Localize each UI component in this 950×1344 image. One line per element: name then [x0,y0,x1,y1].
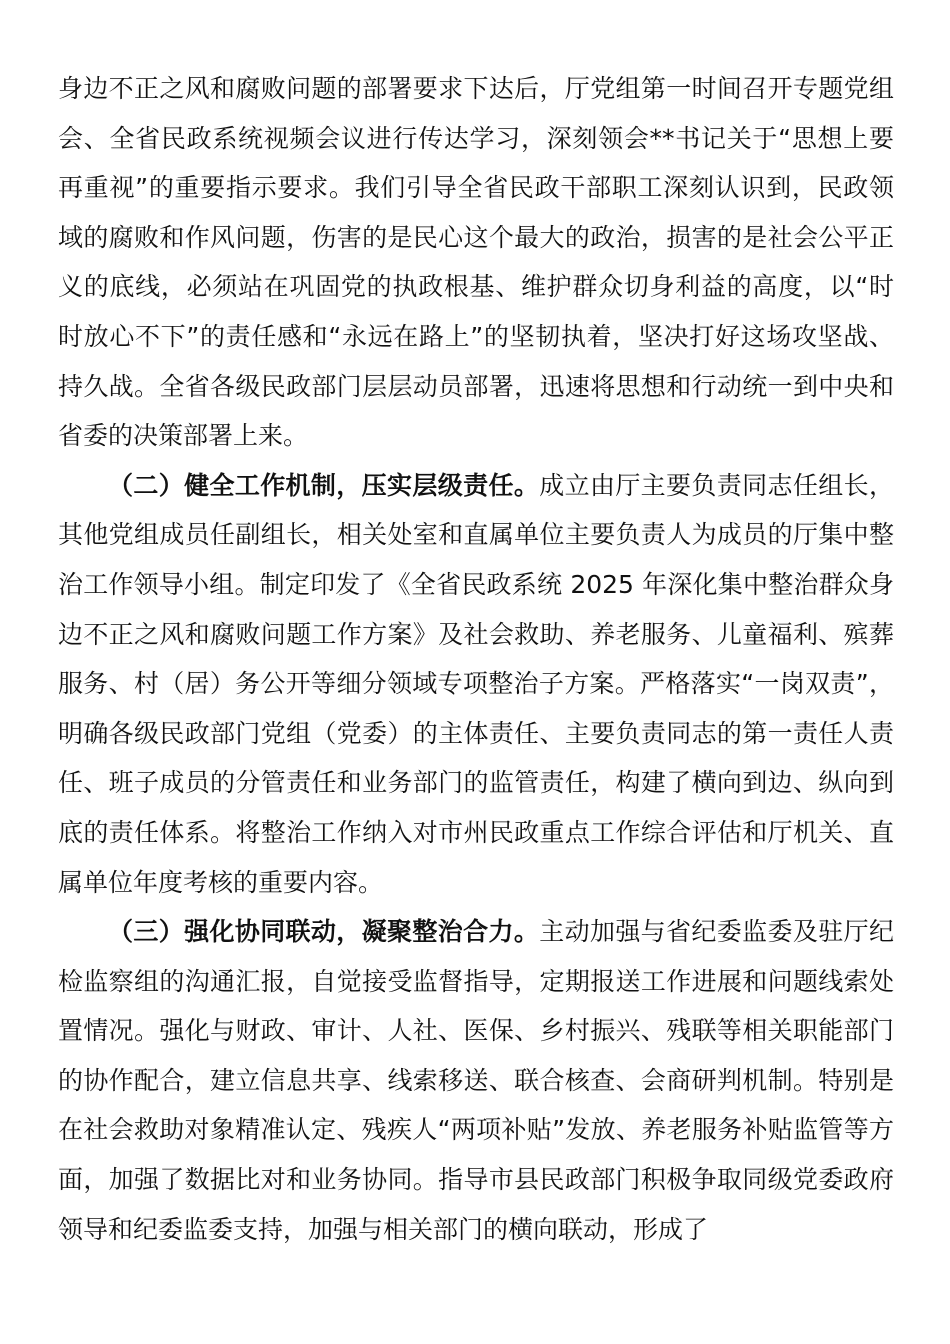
paragraph-text: 主动加强与省纪委监委及驻厅纪检监察组的沟通汇报，自觉接受监督指导，定期报送工作进展和问题线索处置情况。强化与财政、审计、人社、医保、乡村振兴、残联等相关职能部门的协作配合，建立信息共享、线索移送、联合核查、会商研判机制。特别是在社会救助对象精准认定、残疾人“两项补贴”发放、养老服务补贴监管等方面，加强了数据比对和业务协同。指导市县民政部门积极争取同级党委政府领导和纪委监委支持，加强与相关部门的横向联动，形成了 [58,917,894,1244]
paragraph-section-3 [58,907,894,1254]
section-heading: （二）健全工作机制，压实层级责任。 [108,470,540,500]
paragraph-text: 身边不正之风和腐败问题的部署要求下达后，厅党组第一时间召开专题党组会、全省民政系统视频会议进行传达学习，深刻领会**书记关于“思想上要再重视”的重要指示要求。我们引导全省民政干部职工深刻认识到，民政领域的腐败和作风问题，伤害的是民心这个最大的政治，损害的是社会公平正义的底线，必须站在巩固党的执政根基、维护群众切身利益的高度，以“时时放心不下”的责任感和“永远在路上”的坚韧执着，坚决打好这场攻坚战、持久战。全省各级民政部门层层动员部署，迅速将思想和行动统一到中央和省委的决策部署上来。 [58,74,894,451]
section-heading: （三）强化协同联动，凝聚整治合力。 [108,917,540,947]
paragraph-text: 成立由厅主要负责同志任组长，其他党组成员任副组长，相关处室和直属单位主要负责人为成员的厅集中整治工作领导小组。制定印发了《全省民政系统 2025 年深化集中整治群众身边不正之风和腐败问题工作方案》及社会救助、养老服务、儿童福利、殡葬服务、村（居）务公开等细分领域专项整治子方案。严格落实“一岗双责”，明确各级民政部门党组（党委）的主体责任、主要负责同志的第一责任人责任、班子成员的分管责任和业务部门的监管责任，构建了横向到边、纵向到底的责任体系。将整治工作纳入对市州民政重点工作综合评估和厅机关、直属单位年度考核的重要内容。 [58,470,894,897]
paragraph-continuation [58,64,894,461]
document-body [58,64,894,1254]
paragraph-section-2 [58,461,894,907]
